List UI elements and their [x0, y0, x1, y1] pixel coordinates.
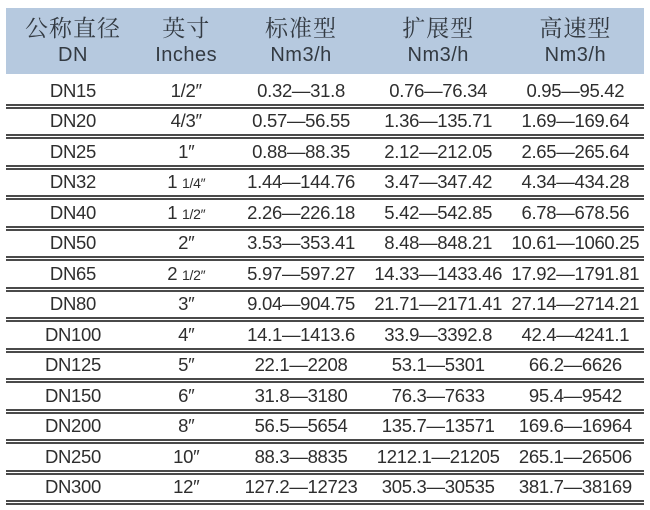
table-header [6, 8, 644, 74]
table-row [6, 139, 644, 165]
cell-standard: 3.53—353.41 [247, 232, 355, 254]
cell-standard: 14.1—1413.6 [247, 323, 355, 345]
header-subtitle-extended-unit: Nm3/h [407, 43, 469, 66]
table-body [6, 78, 644, 505]
cell-dn: DN80 [49, 293, 97, 315]
cell-highspeed: 27.14—2714.21 [511, 293, 640, 315]
cell-inches: 1 1/2″ [167, 201, 206, 223]
cell-extended: 76.3—7633 [391, 384, 485, 406]
cell-inches: 12″ [173, 476, 200, 498]
cell-highspeed: 2.65—265.64 [521, 140, 630, 162]
cell-standard: 0.32—31.8 [257, 79, 345, 101]
table-row [6, 353, 644, 379]
cell-inches: 4″ [178, 323, 195, 345]
cell-dn: DN20 [49, 110, 97, 132]
cell-highspeed: 10.61—1060.25 [511, 232, 640, 254]
cell-dn: DN250 [44, 445, 102, 467]
cell-standard: 88.3—8835 [254, 445, 348, 467]
cell-inches: 10″ [173, 445, 200, 467]
cell-inches: 5″ [178, 354, 195, 376]
cell-highspeed: 265.1—26506 [518, 445, 632, 467]
header-title-inches: 英寸 [162, 15, 211, 42]
table-row [6, 292, 644, 318]
cell-extended: 53.1—5301 [391, 354, 485, 376]
cell-dn: DN15 [49, 79, 97, 101]
cell-inches: 6″ [178, 384, 195, 406]
header-cell-diameter [6, 14, 140, 68]
header-title-extended: 扩展型 [402, 15, 475, 42]
header-cell-extended [370, 14, 507, 68]
cell-highspeed: 17.92—1791.81 [511, 262, 640, 284]
cell-standard: 31.8—3180 [254, 384, 348, 406]
table-row [6, 322, 644, 348]
cell-extended: 0.76—76.34 [389, 79, 488, 101]
cell-dn: DN50 [49, 232, 97, 254]
cell-highspeed: 0.95—95.42 [526, 79, 625, 101]
cell-extended: 14.33—1433.46 [374, 262, 503, 284]
cell-highspeed: 169.6—16964 [518, 415, 632, 437]
cell-highspeed: 42.4—4241.1 [521, 323, 630, 345]
row-divider [6, 500, 644, 505]
cell-inches: 2 1/2″ [167, 262, 206, 284]
cell-extended: 21.71—2171.41 [374, 293, 503, 315]
cell-dn: DN300 [44, 476, 102, 498]
table-row [6, 200, 644, 226]
inch-fraction: 1/4″ [182, 175, 206, 192]
cell-inches: 1/2″ [170, 79, 202, 101]
cell-standard: 5.97—597.27 [247, 262, 355, 284]
table-row [6, 475, 644, 501]
cell-extended: 3.47—347.42 [384, 171, 493, 193]
table-row [6, 261, 644, 287]
cell-inches: 2″ [178, 232, 195, 254]
inch-fraction: 1/2″ [182, 205, 206, 222]
header-cell-standard [232, 14, 369, 68]
cell-extended: 305.3—30535 [381, 476, 495, 498]
table-row [6, 444, 644, 470]
cell-inches: 3″ [178, 293, 195, 315]
cell-standard: 2.26—226.18 [247, 201, 355, 223]
cell-extended: 1.36—135.71 [384, 110, 493, 132]
flow-rate-table [6, 8, 644, 505]
cell-extended: 2.12—212.05 [384, 140, 493, 162]
cell-dn: DN40 [49, 201, 97, 223]
header-title-diameter: 公称直径 [24, 15, 121, 42]
cell-standard: 1.44—144.76 [247, 171, 355, 193]
table-row [6, 414, 644, 440]
cell-inches: 1″ [178, 140, 195, 162]
cell-dn: DN65 [49, 262, 97, 284]
cell-highspeed: 6.78—678.56 [521, 201, 630, 223]
cell-inches: 8″ [178, 415, 195, 437]
header-subtitle-standard-unit: Nm3/h [270, 43, 332, 66]
header-title-standard: 标准型 [265, 15, 338, 42]
cell-extended: 5.42—542.85 [384, 201, 493, 223]
cell-highspeed: 66.2—6626 [528, 354, 622, 376]
cell-highspeed: 381.7—38169 [518, 476, 632, 498]
cell-dn: DN100 [44, 323, 102, 345]
cell-standard: 0.57—56.55 [252, 110, 350, 132]
cell-standard: 56.5—5654 [254, 415, 348, 437]
header-cell-highspeed [507, 14, 644, 68]
header-cell-inches [140, 14, 233, 68]
table-row [6, 109, 644, 135]
header-subtitle-dn: DN [58, 43, 88, 66]
table-row [6, 78, 644, 104]
inch-fraction: 1/2″ [182, 266, 206, 283]
table-row [6, 231, 644, 257]
table-row [6, 383, 644, 409]
cell-dn: DN125 [44, 354, 102, 376]
cell-standard: 9.04—904.75 [247, 293, 355, 315]
cell-dn: DN150 [44, 384, 102, 406]
cell-extended: 135.7—13571 [381, 415, 495, 437]
header-subtitle-highspeed-unit: Nm3/h [544, 43, 607, 66]
cell-extended: 1212.1—21205 [376, 445, 500, 467]
cell-dn: DN25 [49, 140, 97, 162]
cell-highspeed: 95.4—9542 [528, 384, 622, 406]
header-title-highspeed: 高速型 [539, 15, 612, 42]
cell-inches: 1 1/4″ [167, 171, 206, 193]
cell-standard: 0.88—88.35 [252, 140, 350, 162]
cell-highspeed: 1.69—169.64 [521, 110, 630, 132]
cell-dn: DN32 [49, 171, 97, 193]
cell-dn: DN200 [44, 415, 102, 437]
cell-highspeed: 4.34—434.28 [521, 171, 630, 193]
cell-extended: 33.9—3392.8 [384, 323, 493, 345]
cell-extended: 8.48—848.21 [384, 232, 493, 254]
cell-standard: 127.2—12723 [244, 476, 358, 498]
cell-standard: 22.1—2208 [254, 354, 348, 376]
header-subtitle-inches: Inches [155, 43, 218, 66]
cell-inches: 4/3″ [170, 110, 202, 132]
table-row [6, 170, 644, 196]
